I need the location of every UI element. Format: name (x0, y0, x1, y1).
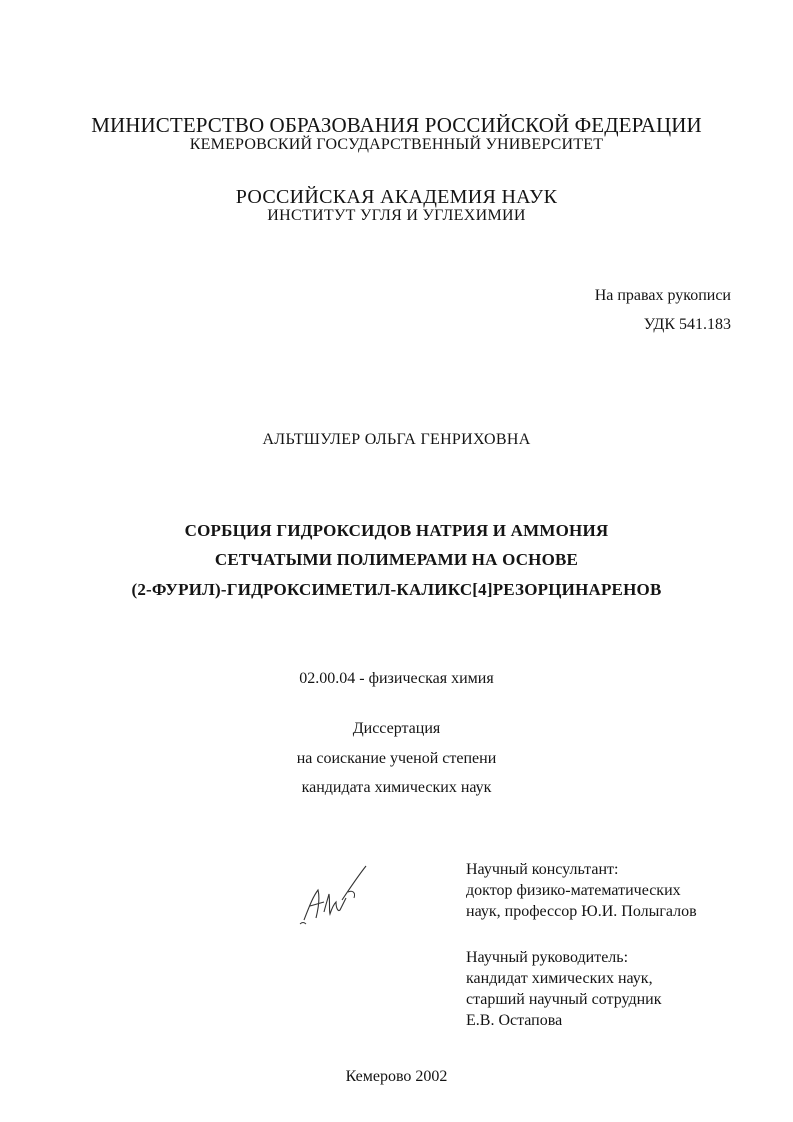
thesis-title-line: СЕТЧАТЫМИ ПОЛИМЕРАМИ НА ОСНОВЕ (214, 550, 579, 569)
consultant-name: наук, профессор Ю.И. Полыгалов (466, 903, 697, 920)
thesis-title-line: СОРБЦИЯ ГИДРОКСИДОВ НАТРИЯ И АММОНИЯ (184, 521, 609, 540)
academy-heading: РОССИЙСКАЯ АКАДЕМИЯ НАУК (235, 186, 558, 208)
dissertation-degree-line: кандидата химических наук (301, 779, 492, 796)
author-name: АЛЬТШУЛЕР ОЛЬГА ГЕНРИХОВНА (262, 431, 531, 448)
dissertation-label: Диссертация (352, 720, 441, 737)
author-signature (296, 862, 372, 928)
supervisor-position: старший научный сотрудник (466, 991, 662, 1008)
supervisor-degree: кандидат химических наук, (466, 970, 653, 987)
supervisor-name: Е.В. Остапова (466, 1012, 563, 1029)
city-year: Кемерово 2002 (345, 1068, 448, 1085)
consultant-label: Научный консультант: (466, 861, 619, 878)
university-heading: КЕМЕРОВСКИЙ ГОСУДАРСТВЕННЫЙ УНИВЕРСИТЕТ (189, 136, 604, 153)
dissertation-degree-line: на соискание ученой степени (296, 750, 497, 767)
supervisor-label: Научный руководитель: (466, 949, 629, 966)
thesis-title-line: (2-ФУРИЛ)-ГИДРОКСИМЕТИЛ-КАЛИКС[4]РЕЗОРЦИНАРЕНОВ (131, 580, 662, 599)
udk-code: УДК 541.183 (643, 316, 731, 333)
manuscript-rights: На правах рукописи (594, 287, 731, 304)
ministry-heading: МИНИСТЕРСТВО ОБРАЗОВАНИЯ РОССИЙСКОЙ ФЕДЕРАЦИИ (91, 113, 702, 137)
institute-heading: ИНСТИТУТ УГЛЯ И УГЛЕХИМИИ (267, 207, 526, 224)
specialty-code: 02.00.04 - физическая химия (299, 670, 494, 687)
consultant-degree: доктор физико-математических (466, 882, 681, 899)
